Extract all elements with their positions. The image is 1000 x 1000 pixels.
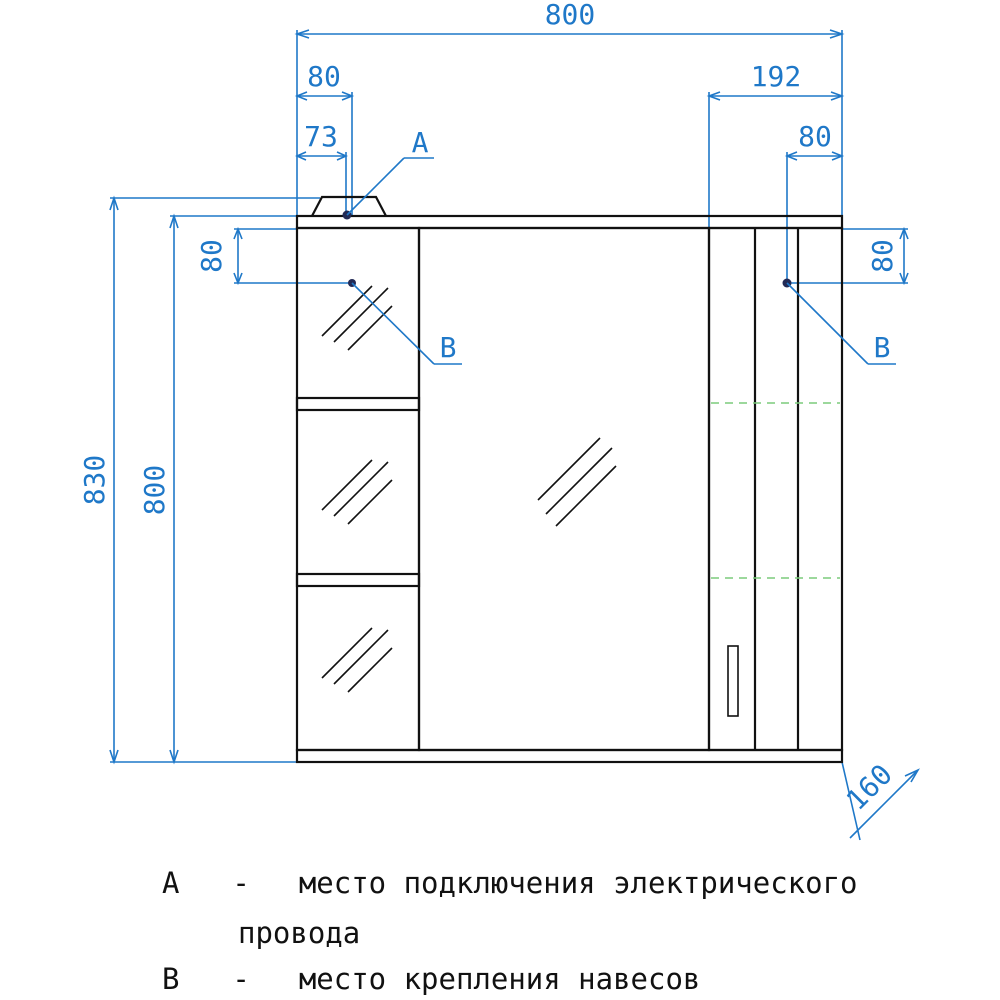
marker-a	[343, 126, 435, 220]
mirror-reflection-marks	[322, 286, 616, 692]
legend-line-a	[162, 866, 858, 900]
left-offset-80-label: 80	[307, 60, 341, 93]
legend-line-b	[162, 962, 700, 996]
marker-a-label: A	[411, 126, 429, 159]
legend-a-label: A	[162, 866, 180, 900]
right-offset-80-label: 80	[798, 120, 832, 153]
cabinet-body	[297, 197, 842, 762]
dimension-left-vertical-80	[195, 229, 352, 283]
marker-b-left	[348, 279, 462, 364]
dimension-body-height	[138, 216, 297, 762]
total-height-label: 830	[78, 454, 111, 506]
legend-b-dash: -	[232, 962, 250, 996]
legend-line-a-continued	[238, 916, 360, 950]
legend-b-text: место крепления навесов	[298, 962, 701, 996]
left-offset-73-label: 73	[304, 120, 338, 153]
legend-a-text: место подключения электрического	[298, 866, 858, 900]
glass-shelves	[711, 403, 840, 578]
dimension-left-73	[297, 120, 346, 215]
dimension-right-vertical-80	[787, 229, 908, 283]
legend-b-label: B	[162, 962, 180, 996]
total-width-label: 800	[544, 0, 596, 31]
marker-b-right-label: B	[873, 331, 891, 364]
legend-a-continuation: провода	[238, 916, 361, 950]
right-vertical-80-label: 80	[866, 239, 899, 273]
body-height-label: 800	[138, 464, 171, 516]
dimension-right-80	[787, 120, 842, 283]
legend-a-dash: -	[232, 866, 250, 900]
right-width-192-label: 192	[750, 60, 802, 93]
dimension-depth	[840, 758, 918, 840]
depth-label: 160	[839, 757, 899, 817]
left-vertical-80-label: 80	[195, 239, 228, 273]
marker-b-right	[783, 279, 897, 365]
marker-b-left-label: B	[439, 331, 457, 364]
